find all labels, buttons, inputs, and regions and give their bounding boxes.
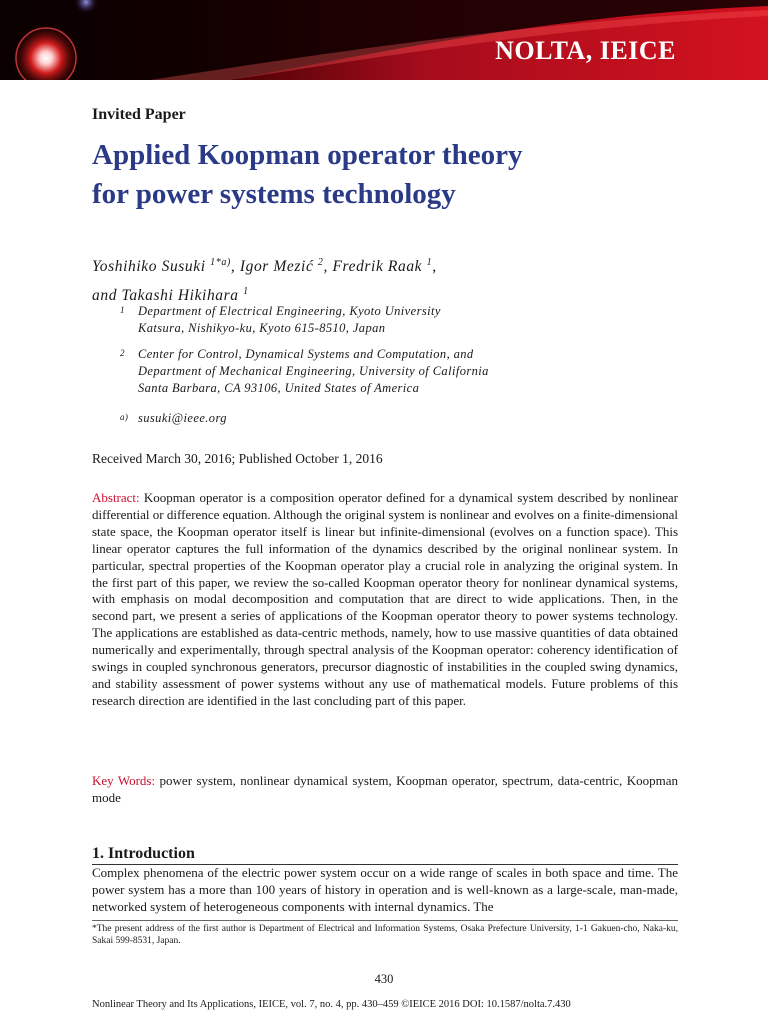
affiliation-line: Katsura, Nishikyo-ku, Kyoto 615-8510, Japan xyxy=(138,321,386,335)
keywords xyxy=(92,773,678,807)
abstract xyxy=(92,490,678,710)
author-mark: 2 xyxy=(317,257,324,268)
title-line-1: Applied Koopman operator theory xyxy=(92,139,523,171)
publication-dates: Received March 30, 2016; Published October 1, 2016 xyxy=(92,451,383,466)
author-name: Fredrik Raak xyxy=(332,258,423,276)
page-number: 430 xyxy=(374,972,394,986)
affiliation-line: Santa Barbara, CA 93106, United States of America xyxy=(138,381,420,395)
header-banner xyxy=(0,0,768,80)
footnote: *The present address of the first author is Department of Electrical and Information Systems, Osaka Prefecture University, 1-1 Gakuen-cho, Naka-ku, Sakai 599-8531, Japan. xyxy=(92,924,678,946)
introduction-text: Complex phenomena of the electric power system occur on a wide range of scales in both space and time. The power system has a more than 100 years of history in operation and is well-known as a large-scale, man-made, networked system of heterogeneous components with internal dynamics. The xyxy=(92,865,678,914)
journal-citation: Nonlinear Theory and Its Applications, IEICE, vol. 7, no. 4, pp. 430–459 ©IEICE 2016 DOI: 10.1587/nolta.7.430 xyxy=(92,999,571,1010)
author-mark: 1 xyxy=(243,286,249,298)
affiliation-marker: 2 xyxy=(120,348,125,358)
section-heading: 1. Introduction xyxy=(92,845,195,862)
keywords-text: power system, nonlinear dynamical system, Koopman operator, spectrum, data-centric, Koopman mode xyxy=(92,773,678,805)
affiliation-line: Center for Control, Dynamical Systems and Computation, and xyxy=(138,347,474,361)
paper-type-label: Invited Paper xyxy=(92,106,186,123)
abstract-label: Abstract: xyxy=(92,490,140,505)
author-name: Igor Mezić xyxy=(239,258,314,276)
affiliation-line: Department of Electrical Engineering, Kyoto University xyxy=(138,304,441,318)
keywords-label: Key Words: xyxy=(92,773,156,788)
journal-brand: NOLTA, IEICE xyxy=(495,36,676,65)
title-line-2: for power systems technology xyxy=(92,178,456,210)
author-name: and Takashi Hikihara xyxy=(92,287,239,305)
affiliation-marker: a) xyxy=(120,412,129,422)
affiliation-line: Department of Mechanical Engineering, University of California xyxy=(138,364,489,378)
author-mark: 1 xyxy=(426,257,433,268)
paper-title xyxy=(92,136,692,214)
author-list: Yoshihiko Susuki $^{1*a)}$, Igor Mezić $^2$, Fredrik Raak $^1$, and Takashi Hikihara $^1$ xyxy=(92,257,437,305)
affiliation-2 xyxy=(122,346,489,397)
affiliation-1 xyxy=(122,303,441,337)
affiliation-marker: 1 xyxy=(120,305,125,315)
author-mark: 1*a) xyxy=(210,257,231,268)
affiliation-email xyxy=(122,410,227,427)
footnote-divider xyxy=(92,920,678,921)
email-address[interactable]: susuki@ieee.org xyxy=(138,411,227,425)
author-name: Yoshihiko Susuki xyxy=(92,258,206,276)
abstract-text: Koopman operator is a composition operator defined for a dynamical system described by nonlinear differential or difference equation. Although the original system is nonlinear and evolves on a finite-dimensional state space, the Koopman operator itself is linear but infinite-dimensional (evolves on a function space). This linear operator captures the full information of the dynamics described by the original nonlinear system. In particular, spectral properties of the Koopman operator play a crucial role in analyzing the original system. In the first part of this paper, we review the so-called Koopman operator theory for nonlinear dynamical systems, with emphasis on modal decomposition and computation that are direct to wide applications. Then, in the second part, we present a series of applications of the Koopman operator theory to power systems technology. The applications are established as data-centric methods, namely, how to use massive quantities of data obtained numerically and experimentally, through spectral analysis of the Koopman operator: coherency identification of swings in coupled synchronous generators, precursor diagnostic of instabilities in the coupled swing dynamics, and stability assessment of power systems without any use of mathematical models. Future problems of this research direction are identified in the last concluding part of this paper. xyxy=(92,490,678,708)
